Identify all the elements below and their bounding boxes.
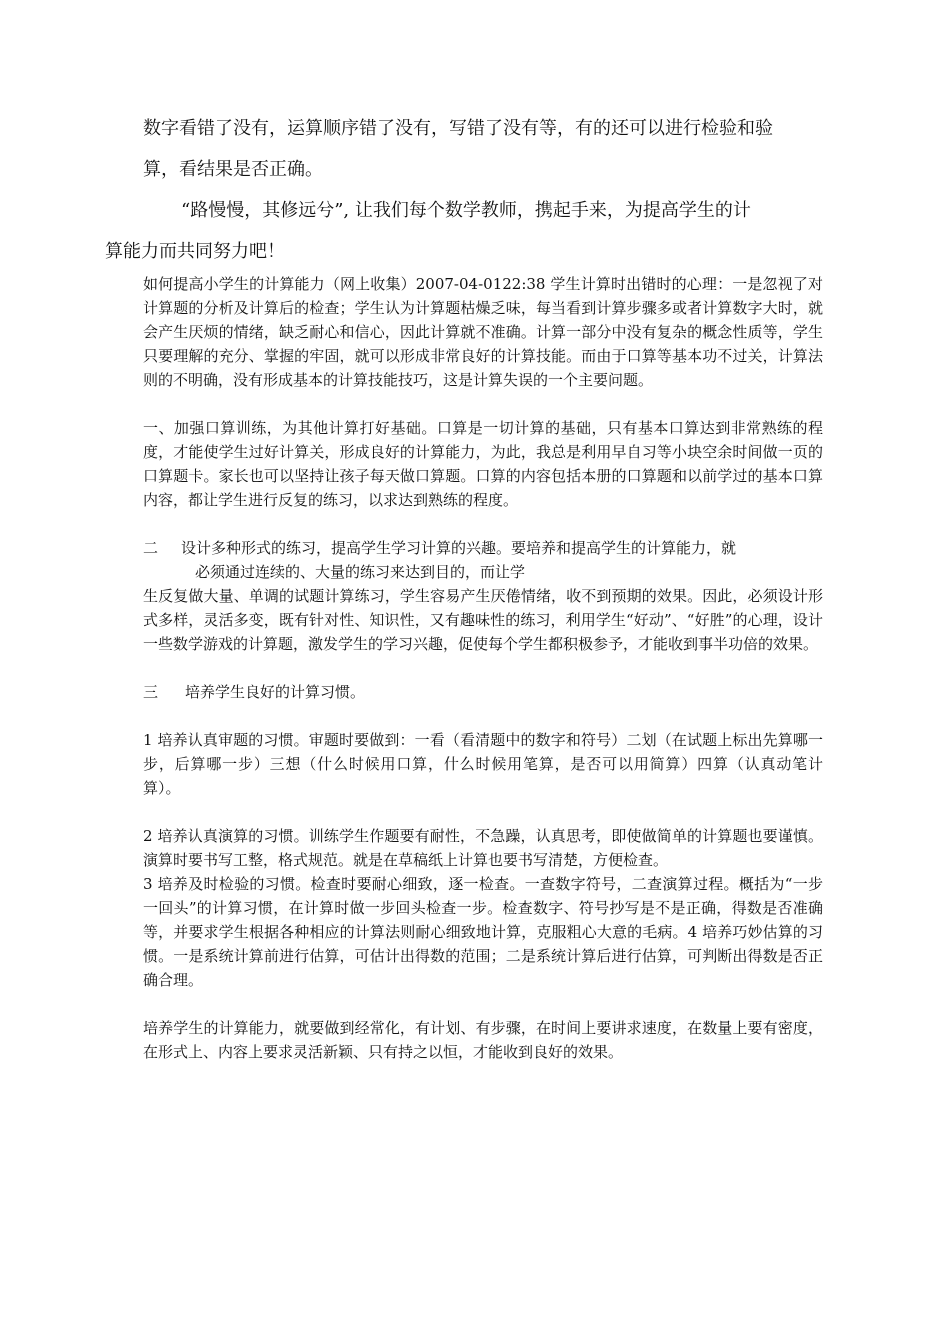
list-item-review: 1 培养认真审题的习惯。审题时要做到：一看（看清题中的数字和符号）二划（在试题上标出先算哪一步，后算哪一步）三想（什么时候用口算，什么时候用笔算，是否可以用简算）四算（认真动笔计算）。: [143, 731, 823, 797]
quote-paragraph: [105, 190, 823, 272]
paragraph-section-two: 生反复做大量、单调的试题计算练习，学生容易产生厌倦情绪，收不到预期的效果。因此，必须设计形式多样，灵活多变，既有针对性、知识性，又有趣味性的练习，利用学生“好动”、“好胜”的心理，设计一些数学游戏的计算题，激发学生的学习兴趣，促使每个学生都积极参予，才能收到事半功倍的效果。: [143, 587, 823, 653]
section-two-number: 二: [143, 539, 159, 557]
intro-line-1: 数字看错了没有，运算顺序错了没有，写错了没有等，有的还可以进行检验和验: [143, 118, 773, 139]
section-two-heading: [143, 536, 823, 584]
quote-line-1: “路慢慢，其修远兮”, 让我们每个数学教师，携起手来，为提高学生的计: [181, 200, 751, 221]
intro-line-2: 算，看结果是否正确。: [143, 159, 323, 180]
list-item-calculation: 2 培养认真演算的习惯。训练学生作题要有耐性，不急躁，认真思考，即使做简单的计算题也要谨慎。演算时要书写工整，格式规范。就是在草稿纸上计算也要书写清楚，方便检查。: [143, 827, 823, 869]
section-two-line-2: 必须通过连续的、大量的练习来达到目的，而让学: [195, 563, 526, 581]
paragraph-section-one: 一、加强口算训练，为其他计算打好基础。口算是一切计算的基础，只有基本口算达到非常熟练的程度，才能使学生过好计算关，形成良好的计算能力，为此，我总是利用早自习等小块空余时间做一页的口算题卡。家长也可以坚持让孩子每天做口算题。口算的内容包括本册的口算题和以前学过的基本口算内容，都让学生进行反复的练习，以求达到熟练的程度。: [143, 419, 823, 509]
section-three-heading: [143, 680, 823, 704]
paragraph-intro-article: 如何提高小学生的计算能力（网上收集）2007-04-0122:38 学生计算时出错时的心理：一是忽视了对计算题的分析及计算后的检查；学生认为计算题枯燥乏味，每当看到计算步骤多或者计算数字大时，就会产生厌烦的情绪，缺乏耐心和信心，因此计算就不准确。计算一部分中没有复杂的概念性质等，学生只要理解的充分、掌握的牢固，就可以形成非常良好的计算技能。而由于口算等基本功不过关，计算法则的不明确，没有形成基本的计算技能技巧，这是计算失误的一个主要问题。: [143, 275, 823, 389]
conclusion-paragraph: 培养学生的计算能力，就要做到经常化，有计划、有步骤，在时间上要讲求速度，在数量上要有密度，在形式上、内容上要求灵活新颖、只有持之以恒，才能收到良好的效果。: [143, 1019, 823, 1061]
section-three-title: 培养学生良好的计算习惯。: [185, 683, 366, 701]
list-item-checking: 3 培养及时检验的习惯。检查时要耐心细致，逐一检查。一查数字符号，二查演算过程。概括为“一步一回头”的计算习惯，在计算时做一步回头检查一步。检查数字、符号抄写是不是正确，得数是否准确等，并要求学生根据各种相应的计算法则耐心细致地计算，克服粗心大意的毛病。4 培养巧妙估算的习惯。一是系统计算前进行估算，可估计出得数的范围；二是系统计算后进行估算，可判断出得数是否正确合理。: [143, 875, 823, 989]
section-three-number: 三: [143, 683, 159, 701]
document-page: [105, 108, 823, 1064]
quote-line-2: 算能力而共同努力吧！: [105, 241, 285, 262]
section-two-line-1: 设计多种形式的练习，提高学生学习计算的兴趣。要培养和提高学生的计算能力，就: [181, 539, 737, 557]
intro-paragraph: [143, 108, 823, 190]
